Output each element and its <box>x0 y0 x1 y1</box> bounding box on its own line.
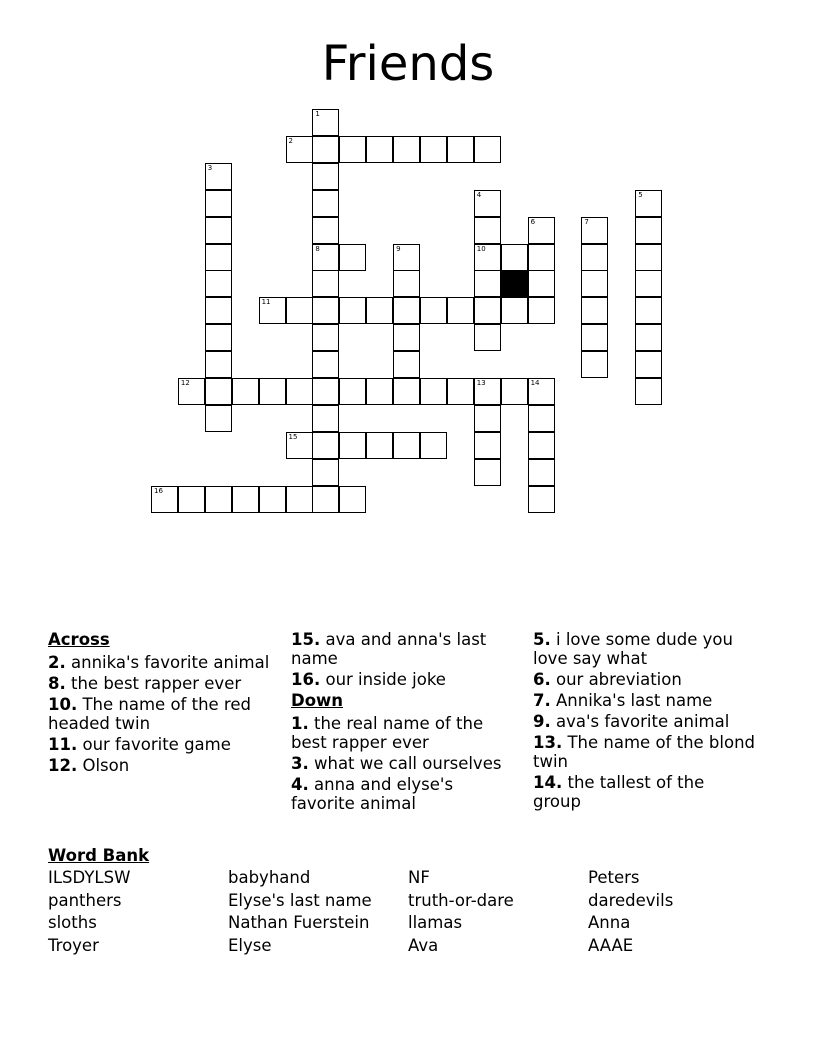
clue-section-heading: Across <box>48 630 110 649</box>
grid-cell[interactable] <box>205 351 232 378</box>
grid-cell[interactable] <box>232 486 259 513</box>
clues-column-1 <box>48 630 270 777</box>
clue-number-label: 2. <box>48 653 66 672</box>
grid-cell[interactable] <box>205 297 232 324</box>
grid-cell[interactable] <box>420 136 447 163</box>
grid-cell[interactable] <box>205 217 232 244</box>
down-clue <box>533 712 755 731</box>
grid-cell[interactable] <box>393 378 420 405</box>
word-bank-item: Anna <box>588 913 631 932</box>
grid-cell[interactable] <box>312 351 339 378</box>
clue-text: annika's favorite animal <box>65 653 270 672</box>
grid-cell[interactable] <box>581 351 608 378</box>
grid-cell[interactable] <box>528 405 555 432</box>
grid-cell[interactable] <box>393 432 420 459</box>
clue-number-label: 9. <box>533 712 551 731</box>
grid-cell[interactable] <box>205 244 232 271</box>
grid-cell[interactable] <box>286 136 313 163</box>
word-bank-heading: Word Bank <box>48 846 150 865</box>
grid-cell[interactable] <box>205 405 232 432</box>
word-bank-item: llamas <box>408 913 463 932</box>
word-bank-item: babyhand <box>228 868 311 887</box>
black-cell <box>501 270 528 297</box>
word-bank-item: Elyse <box>228 935 272 955</box>
grid-cell[interactable] <box>286 486 313 513</box>
clue-number-label: 7. <box>533 691 551 710</box>
grid-cell[interactable] <box>474 270 501 297</box>
clue-text: ava and anna's last name <box>291 630 487 668</box>
grid-cell[interactable] <box>528 486 555 513</box>
grid-cell[interactable] <box>312 163 339 190</box>
clue-number-label: 6. <box>533 670 551 689</box>
clue-text: the tallest of the group <box>533 773 705 811</box>
across-clue <box>48 674 270 693</box>
clue-number-label: 5. <box>533 630 551 649</box>
clue-section-heading: Down <box>291 691 344 710</box>
grid-cell[interactable] <box>205 486 232 513</box>
clue-number: 13 <box>476 379 486 387</box>
grid-cell[interactable] <box>312 217 339 244</box>
across-clue <box>291 670 513 689</box>
grid-cell[interactable] <box>339 297 366 324</box>
grid-cell[interactable] <box>447 297 474 324</box>
grid-cell[interactable] <box>474 136 501 163</box>
grid-cell[interactable] <box>635 351 662 378</box>
grid-cell[interactable] <box>339 378 366 405</box>
grid-cell[interactable] <box>393 136 420 163</box>
grid-cell[interactable] <box>259 378 286 405</box>
grid-cell[interactable] <box>581 270 608 297</box>
grid-cell[interactable] <box>528 432 555 459</box>
grid-cell[interactable] <box>259 486 286 513</box>
grid-cell[interactable] <box>205 324 232 351</box>
clue-number-label: 1. <box>291 714 309 733</box>
grid-cell[interactable] <box>339 486 366 513</box>
clue-number-label: 11. <box>48 735 78 754</box>
clue-number: 16 <box>154 486 163 495</box>
grid-cell[interactable] <box>312 405 339 432</box>
clue-text: i love some dude you love say what <box>533 630 733 668</box>
across-clue <box>291 630 513 668</box>
clue-text: the best rapper ever <box>65 674 242 693</box>
grid-cell[interactable] <box>312 136 339 163</box>
clue-text: the real name of the best rapper ever <box>291 714 484 752</box>
grid-cell[interactable] <box>581 244 608 271</box>
clue-text: our abreviation <box>550 670 682 689</box>
grid-cell[interactable] <box>312 190 339 217</box>
clue-number: 6 <box>530 217 536 226</box>
grid-cell[interactable] <box>474 244 501 271</box>
clue-number: 11 <box>261 298 271 307</box>
grid-cell[interactable] <box>366 432 393 459</box>
grid-cell[interactable] <box>312 486 339 513</box>
word-bank <box>48 846 768 957</box>
grid-cell[interactable] <box>312 244 339 271</box>
clue-number-label: 10. <box>48 695 78 714</box>
grid-cell[interactable] <box>635 244 662 271</box>
word-bank-item: Elyse's last name <box>228 890 372 910</box>
down-clue <box>291 775 513 813</box>
clues-column-3 <box>533 630 755 813</box>
grid-cell[interactable] <box>312 297 339 324</box>
down-clue <box>533 691 755 710</box>
clue-text: anna and elyse's favorite animal <box>291 775 454 813</box>
clue-number: 8 <box>315 244 320 253</box>
grid-cell[interactable] <box>393 270 420 297</box>
grid-cell[interactable] <box>393 351 420 378</box>
clue-number: 7 <box>584 217 589 226</box>
clue-text: what we call ourselves <box>308 754 502 773</box>
clues-column-2 <box>291 630 513 815</box>
grid-cell[interactable] <box>474 217 501 244</box>
word-bank-item: panthers <box>48 890 122 910</box>
grid-cell[interactable] <box>178 378 205 405</box>
clue-number: 12 <box>180 379 190 387</box>
clue-number-label: 3. <box>291 754 309 773</box>
grid-cell[interactable] <box>474 459 501 486</box>
down-clue <box>291 714 513 752</box>
grid-cell[interactable] <box>151 486 178 513</box>
clue-number: 3 <box>207 163 213 172</box>
grid-cell[interactable] <box>420 297 447 324</box>
clue-text: ava's favorite animal <box>550 712 730 731</box>
across-clue <box>48 735 270 754</box>
across-clue <box>48 695 270 733</box>
grid-cell[interactable] <box>312 378 339 405</box>
grid-cell[interactable] <box>259 297 286 324</box>
clue-text: Annika's last name <box>550 691 713 710</box>
grid-cell[interactable] <box>635 270 662 297</box>
word-bank-item: NF <box>408 868 430 887</box>
grid-cell[interactable] <box>474 324 501 351</box>
grid-cell[interactable] <box>635 217 662 244</box>
grid-cell[interactable] <box>474 432 501 459</box>
grid-cell[interactable] <box>366 136 393 163</box>
grid-cell[interactable] <box>528 244 555 271</box>
grid-cell[interactable] <box>474 405 501 432</box>
grid-cell[interactable] <box>393 297 420 324</box>
clue-number: 2 <box>288 136 293 145</box>
word-bank-item: Nathan Fuerstein <box>228 913 370 932</box>
across-clue <box>48 653 270 672</box>
clue-number-label: 14. <box>533 773 563 792</box>
word-bank-item: Ava <box>408 935 439 955</box>
across-clue <box>48 756 270 775</box>
grid-cell[interactable] <box>528 297 555 324</box>
grid-cell[interactable] <box>205 270 232 297</box>
grid-cell[interactable] <box>205 163 232 190</box>
clue-number-label: 8. <box>48 674 66 693</box>
clue-number-label: 4. <box>291 775 309 794</box>
grid-cell[interactable] <box>312 109 339 136</box>
grid-cell[interactable] <box>528 270 555 297</box>
clue-number: 10 <box>476 244 486 253</box>
grid-cell[interactable] <box>339 432 366 459</box>
grid-cell[interactable] <box>420 432 447 459</box>
grid-cell[interactable] <box>501 378 528 405</box>
grid-cell[interactable] <box>474 297 501 324</box>
grid-cell[interactable] <box>205 378 232 405</box>
clue-number-label: 16. <box>291 670 321 689</box>
grid-cell[interactable] <box>635 378 662 405</box>
grid-cell[interactable] <box>366 378 393 405</box>
word-bank-item: daredevils <box>588 890 674 910</box>
word-bank-item: sloths <box>48 913 97 932</box>
word-bank-item: truth-or-dare <box>408 890 514 910</box>
down-clue <box>533 670 755 689</box>
grid-cell[interactable] <box>393 244 420 271</box>
word-bank-item: Peters <box>588 868 640 887</box>
grid-cell[interactable] <box>474 378 501 405</box>
grid-cell[interactable] <box>366 297 393 324</box>
grid-cell[interactable] <box>635 297 662 324</box>
clue-text: The name of the red headed twin <box>48 695 251 733</box>
grid-cell[interactable] <box>501 244 528 271</box>
clue-number: 1 <box>315 110 320 118</box>
grid-cell[interactable] <box>528 459 555 486</box>
grid-cell[interactable] <box>312 324 339 351</box>
grid-cell[interactable] <box>581 217 608 244</box>
clue-number: 5 <box>638 190 643 199</box>
word-bank-item: Troyer <box>48 935 99 955</box>
grid-cell[interactable] <box>420 378 447 405</box>
clue-text: our inside joke <box>320 670 446 689</box>
grid-cell[interactable] <box>393 324 420 351</box>
grid-cell[interactable] <box>635 190 662 217</box>
down-clue <box>533 630 755 668</box>
clue-text: Olson <box>77 756 130 775</box>
clue-number: 15 <box>288 432 298 441</box>
down-clue <box>533 773 755 811</box>
grid-cell[interactable] <box>581 297 608 324</box>
grid-cell[interactable] <box>447 136 474 163</box>
grid-cell[interactable] <box>447 378 474 405</box>
grid-cell[interactable] <box>232 378 259 405</box>
clue-number-label: 15. <box>291 630 321 649</box>
grid-cell[interactable] <box>528 378 555 405</box>
grid-cell[interactable] <box>178 486 205 513</box>
grid-cell[interactable] <box>286 432 313 459</box>
grid-cell[interactable] <box>501 297 528 324</box>
grid-cell[interactable] <box>635 324 662 351</box>
down-clue <box>533 733 755 771</box>
word-bank-item: ILSDYLSW <box>48 868 131 887</box>
grid-cell[interactable] <box>474 190 501 217</box>
grid-cell[interactable] <box>312 459 339 486</box>
grid-cell[interactable] <box>339 136 366 163</box>
clue-number-label: 13. <box>533 733 563 752</box>
page-title: Friends <box>321 36 495 92</box>
word-bank-item: AAAE <box>588 935 634 955</box>
clue-text: The name of the blond twin <box>533 733 756 771</box>
grid-cell[interactable] <box>205 190 232 217</box>
grid-cell[interactable] <box>286 297 313 324</box>
clue-number: 9 <box>396 244 401 253</box>
grid-cell[interactable] <box>286 378 313 405</box>
down-clue <box>291 754 513 773</box>
grid-cell[interactable] <box>581 324 608 351</box>
clue-number: 14 <box>530 379 540 387</box>
grid-cell[interactable] <box>339 244 366 271</box>
grid-cell[interactable] <box>312 432 339 459</box>
grid-cell[interactable] <box>312 270 339 297</box>
clue-text: our favorite game <box>77 735 231 754</box>
clue-number: 4 <box>476 190 482 199</box>
clue-number-label: 12. <box>48 756 78 775</box>
grid-cell[interactable] <box>528 217 555 244</box>
